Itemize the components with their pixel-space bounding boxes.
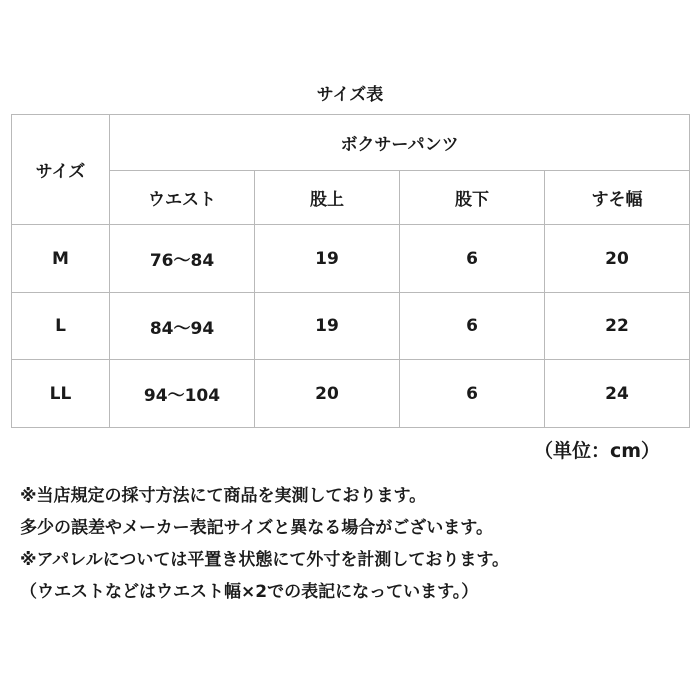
table-cell: 24 — [545, 360, 690, 428]
notes — [20, 480, 509, 608]
table-cell: 84〜94 — [110, 293, 255, 360]
table-cell: 6 — [400, 225, 545, 293]
row-size-label: L — [12, 293, 110, 360]
table-title: サイズ表 — [316, 85, 384, 105]
table-cell: 76〜84 — [110, 225, 255, 293]
table-cell: 94〜104 — [110, 360, 255, 428]
note-line: （ウエストなどはウエスト幅×2での表記になっています。） — [20, 582, 479, 602]
table-cell: 20 — [255, 360, 400, 428]
size-table — [11, 114, 690, 428]
size-header-cell: サイズ — [12, 115, 110, 225]
table-cell: 6 — [400, 360, 545, 428]
note-line: ※アパレルについては平置き状態にて外寸を計測しております。 — [20, 550, 510, 570]
table-cell: 20 — [545, 225, 690, 293]
column-header-hem-width: すそ幅 — [545, 171, 690, 225]
note-line: ※当店規定の採寸方法にて商品を実測しております。 — [20, 486, 427, 506]
table-row — [12, 360, 690, 428]
row-size-label: M — [12, 225, 110, 293]
table-cell: 6 — [400, 293, 545, 360]
table-cell: 19 — [255, 293, 400, 360]
unit-label: （単位：cm） — [533, 440, 660, 462]
note-line: 多少の誤差やメーカー表記サイズと異なる場合がございます。 — [20, 518, 493, 538]
column-header-waist: ウエスト — [110, 171, 255, 225]
table-cell: 19 — [255, 225, 400, 293]
table-row — [12, 225, 690, 293]
group-header-cell: ボクサーパンツ — [110, 115, 690, 171]
column-header-rise: 股上 — [255, 171, 400, 225]
row-size-label: LL — [12, 360, 110, 428]
table-row — [12, 293, 690, 360]
table-cell: 22 — [545, 293, 690, 360]
column-header-inseam: 股下 — [400, 171, 545, 225]
